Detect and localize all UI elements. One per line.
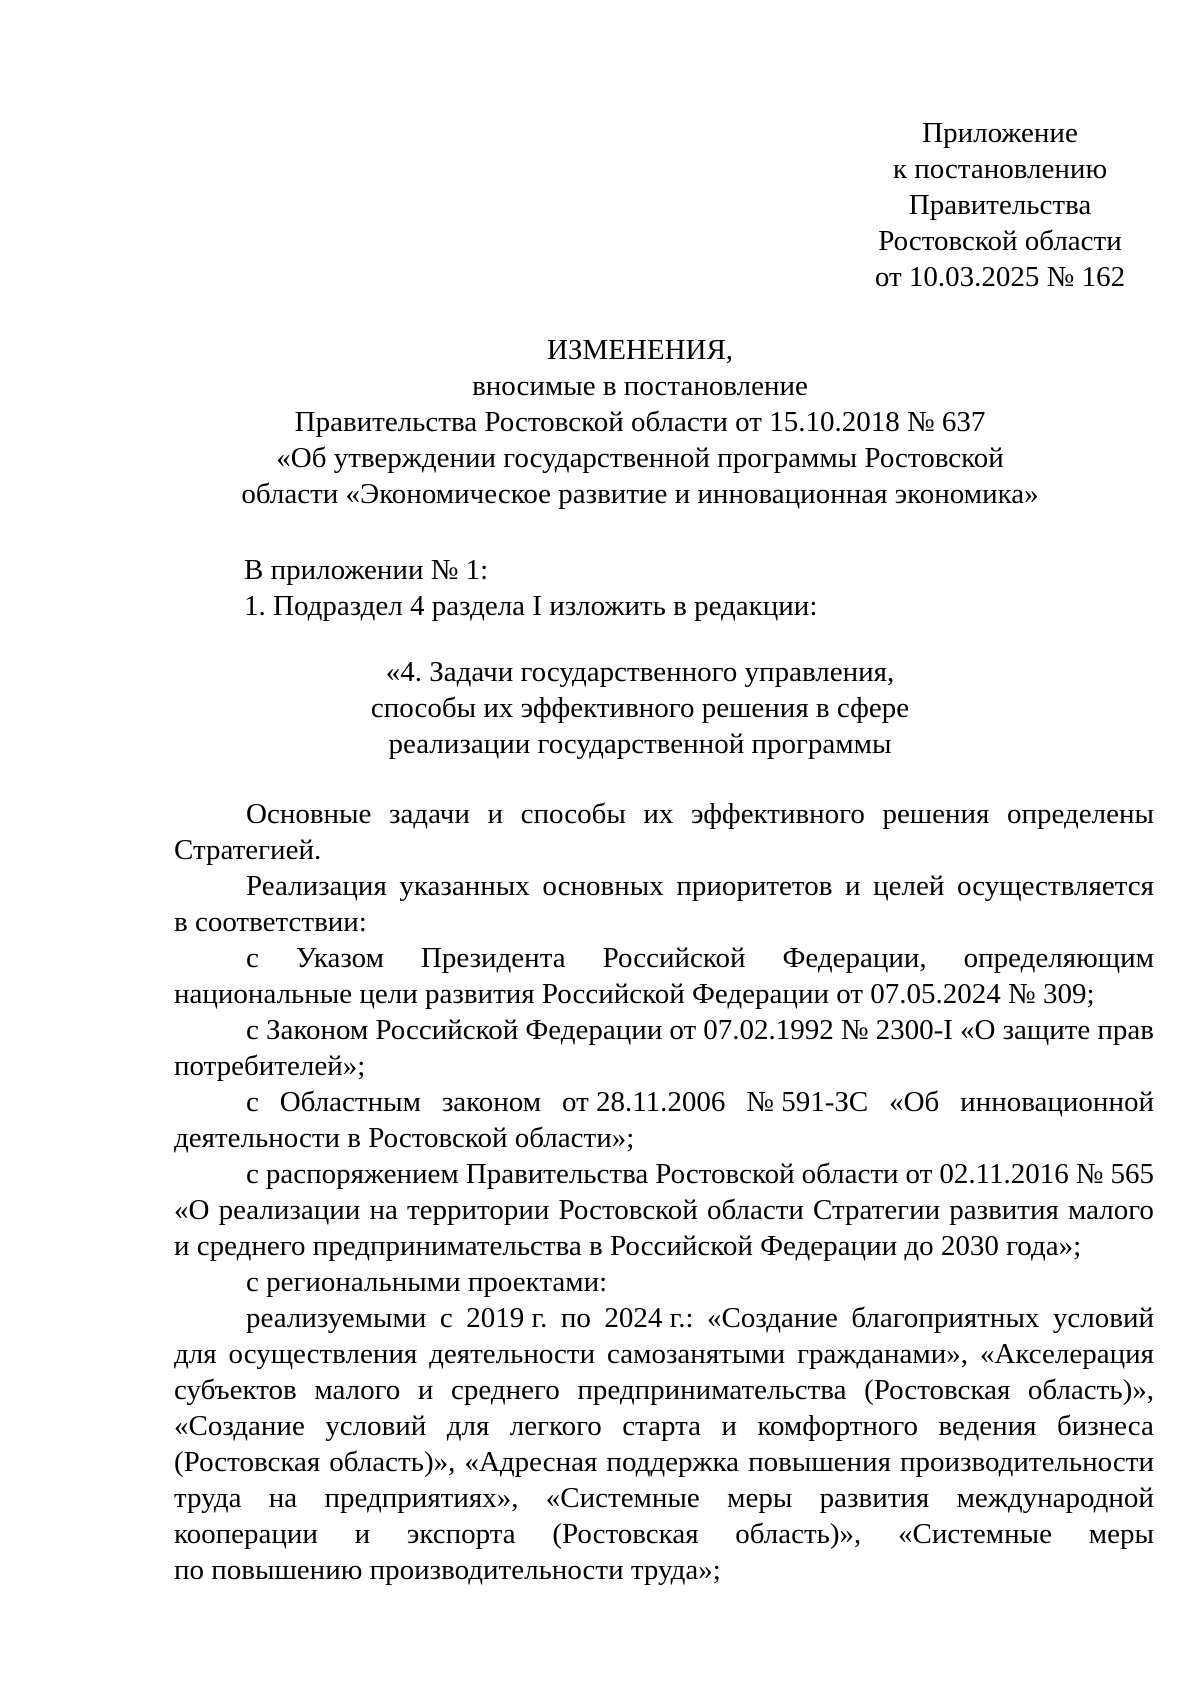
word: Федерации,	[782, 942, 927, 974]
word: условий	[325, 1410, 427, 1442]
word: от	[669, 1014, 697, 1046]
word: задачи	[388, 798, 470, 830]
word: территории	[406, 1194, 550, 1226]
word: № 591-ЗС	[746, 1086, 869, 1118]
intro-line: 1. Подраздел 4 раздела I изложить в редакции:	[244, 590, 818, 622]
word: меры	[727, 1482, 793, 1514]
word: Ростовской	[558, 1194, 698, 1226]
word: определяющим	[963, 942, 1154, 974]
title-line: «Об утверждении государственной программы Ростовской	[276, 442, 1004, 474]
word: область)»,	[1027, 1374, 1154, 1406]
paragraph-tail: национальные цели развития Российской Федерации от 07.05.2024 № 309;	[174, 978, 1095, 1010]
appendix-line: от 10.03.2025 № 162	[874, 261, 1126, 293]
word: на	[268, 1482, 298, 1514]
word: 2300-I	[875, 1014, 953, 1046]
justified-line	[174, 1408, 1154, 1444]
appendix-line: Правительства	[908, 189, 1092, 221]
section-heading-line: реализации государственной программы	[388, 728, 892, 760]
word: старта	[622, 1410, 701, 1442]
word: решения	[882, 798, 990, 830]
word: целей	[873, 870, 945, 902]
word: Законом	[265, 1014, 369, 1046]
word: распоряжением	[265, 1158, 459, 1190]
justified-line	[174, 1084, 1154, 1120]
justified-line	[174, 1444, 1154, 1480]
paragraph-tail: Стратегией.	[174, 834, 322, 866]
word: гражданами»,	[797, 1338, 969, 1370]
section-heading-line: «4. Задачи государственного управления,	[385, 656, 895, 688]
word: с	[246, 1158, 259, 1190]
word: производительности	[899, 1446, 1154, 1478]
justified-line	[174, 1480, 1154, 1516]
word: «Создание	[174, 1410, 305, 1442]
word: предпринимательства	[577, 1374, 847, 1406]
word: предприятиях»,	[324, 1482, 519, 1514]
word: (Ростовская	[174, 1446, 321, 1478]
word: инновационной	[960, 1086, 1154, 1118]
word: (Ростовская	[552, 1518, 699, 1550]
word: ведения	[938, 1410, 1037, 1442]
paragraph-line: с региональными проектами:	[246, 1266, 608, 1298]
justified-line	[174, 1012, 1154, 1048]
paragraph-tail: по повышению производительности труда»;	[174, 1554, 721, 1586]
word: Российской	[602, 942, 746, 974]
word: эффективного	[691, 798, 865, 830]
word: законом	[441, 1086, 542, 1118]
section-heading	[200, 654, 1080, 762]
justified-line	[174, 940, 1154, 976]
word: благоприятных	[851, 1302, 1040, 1334]
word: способы	[520, 798, 626, 830]
word: Областным	[279, 1086, 421, 1118]
word: «Адресная	[464, 1446, 598, 1478]
word: Российской	[375, 1014, 519, 1046]
word: комфортного	[757, 1410, 919, 1442]
word: Стратегии	[813, 1194, 941, 1226]
word: реализуемыми	[246, 1302, 427, 1334]
word: повышения	[748, 1446, 891, 1478]
word: 2024 г.:	[604, 1302, 694, 1334]
word: реализации	[218, 1194, 361, 1226]
word: 2019 г.	[466, 1302, 548, 1334]
word: Реализация	[246, 870, 387, 902]
word: Основные	[246, 798, 372, 830]
word: развития	[949, 1194, 1059, 1226]
word: защите	[1002, 1014, 1091, 1046]
intro-block	[244, 552, 1144, 624]
word: основных	[542, 870, 664, 902]
word: самозанятыми	[607, 1338, 786, 1370]
word: для	[446, 1410, 490, 1442]
title-line: Правительства Ростовской области от 15.10.2018 № 637	[294, 406, 986, 438]
body-text	[174, 796, 1154, 1588]
word: 07.02.1992	[703, 1014, 834, 1046]
word: «Об	[889, 1086, 940, 1118]
word: (Ростовская	[864, 1374, 1011, 1406]
paragraph-tail: и среднего предпринимательства в Российской Федерации до 2030 года»;	[174, 1230, 1082, 1262]
title-heading: ИЗМЕНЕНИЯ,	[546, 334, 734, 366]
word: области	[801, 1158, 899, 1190]
word: указанных	[399, 870, 530, 902]
word: с	[246, 942, 259, 974]
word: и	[354, 1518, 371, 1550]
justified-line	[174, 1372, 1154, 1408]
word: Федерации	[525, 1014, 663, 1046]
word: области	[706, 1194, 804, 1226]
word: и	[487, 798, 503, 830]
word: условий	[1052, 1302, 1154, 1334]
word: Ростовской	[655, 1158, 795, 1190]
word: 565	[1110, 1158, 1154, 1190]
word: «Системные	[545, 1482, 700, 1514]
title-line: области «Экономическое развитие и инновационная экономика»	[241, 478, 1039, 510]
word: экспорта	[406, 1518, 516, 1550]
appendix-block	[850, 115, 1150, 295]
paragraph-tail: деятельности в Ростовской области»;	[174, 1122, 635, 1154]
word: осуществляется	[957, 870, 1154, 902]
word: от 28.11.2006	[561, 1086, 726, 1118]
justified-line	[174, 1300, 1154, 1336]
word: развития	[819, 1482, 930, 1514]
word: «Создание	[707, 1302, 838, 1334]
appendix-line: Ростовской области	[878, 225, 1122, 257]
word: определены	[1006, 798, 1154, 830]
word: их	[643, 798, 674, 830]
word: среднего	[451, 1374, 560, 1406]
word: область)»,	[735, 1518, 862, 1550]
word: от	[905, 1158, 933, 1190]
paragraph-tail: потребителей»;	[174, 1050, 366, 1082]
word: область)»,	[329, 1446, 456, 1478]
appendix-line: к постановлению	[892, 153, 1108, 185]
justified-line	[174, 1336, 1154, 1372]
word: и	[417, 1374, 434, 1406]
word: труда	[174, 1482, 242, 1514]
word: поддержка	[606, 1446, 740, 1478]
section-heading-line: способы их эффективного решения в сфере	[370, 692, 910, 724]
word: «О	[174, 1194, 210, 1226]
word: Правительства	[465, 1158, 649, 1190]
word: и	[721, 1410, 737, 1442]
word: с	[246, 1086, 259, 1118]
word: прав	[1097, 1014, 1154, 1046]
paragraph-tail: в соответствии:	[174, 906, 367, 938]
word: бизнеса	[1056, 1410, 1154, 1442]
word: «Акселерация	[979, 1338, 1154, 1370]
word: 02.11.2016	[939, 1158, 1069, 1190]
word: деятельности	[429, 1338, 596, 1370]
word: «О	[960, 1014, 996, 1046]
word: на	[369, 1194, 398, 1226]
appendix-line: Приложение	[922, 117, 1078, 149]
word: малого	[314, 1374, 401, 1406]
word: меры	[1088, 1518, 1154, 1550]
word: для	[174, 1338, 217, 1370]
word: малого	[1067, 1194, 1154, 1226]
word: субъектов	[174, 1374, 297, 1406]
intro-line: В приложении № 1:	[244, 554, 489, 586]
word: осуществления	[228, 1338, 418, 1370]
justified-line	[174, 868, 1154, 904]
justified-line	[174, 1156, 1154, 1192]
word: по	[560, 1302, 591, 1334]
word: легкого	[509, 1410, 602, 1442]
word: №	[840, 1014, 869, 1046]
word: №	[1075, 1158, 1104, 1190]
word: и	[845, 870, 861, 902]
word: с	[246, 1014, 259, 1046]
word: «Системные	[898, 1518, 1053, 1550]
justified-line	[174, 796, 1154, 832]
word: Указом	[295, 942, 384, 974]
word: кооперации	[174, 1518, 318, 1550]
document-title	[200, 332, 1080, 512]
title-line: вносимые в постановление	[472, 370, 808, 402]
word: Президента	[420, 942, 566, 974]
justified-line	[174, 1516, 1154, 1552]
word: международной	[956, 1482, 1154, 1514]
word: приоритетов	[676, 870, 833, 902]
justified-line	[174, 1192, 1154, 1228]
word: с	[439, 1302, 453, 1334]
